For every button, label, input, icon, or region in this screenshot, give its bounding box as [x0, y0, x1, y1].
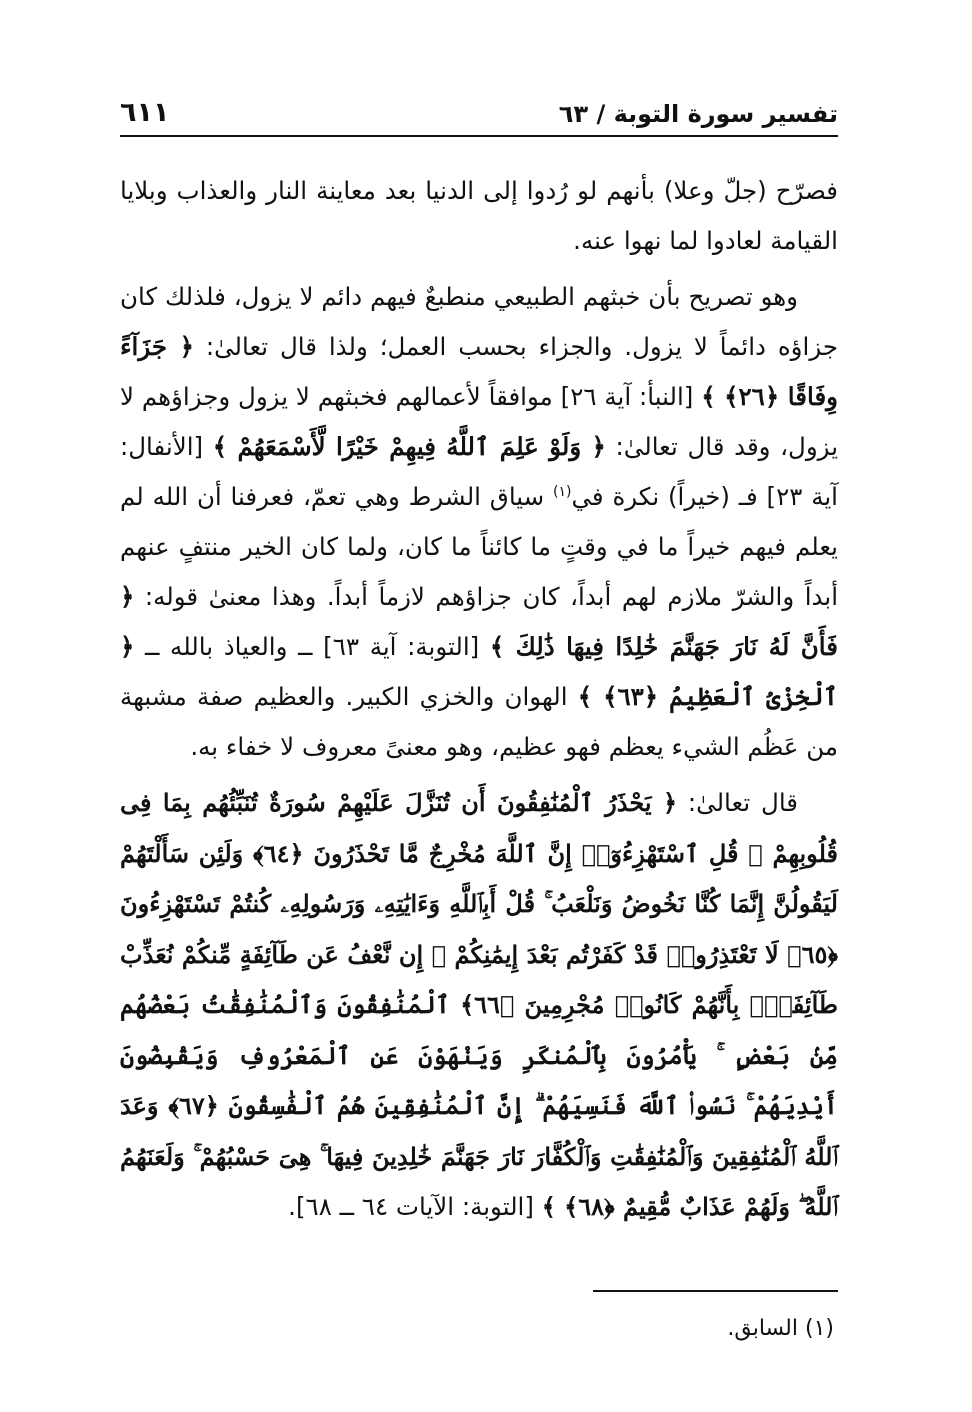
- book-page: [120, 0, 838, 1412]
- paragraph-2-text-1: وهو تصريح بأن خبثهم الطبيعي منطبعٌ فيهم دائم لا يزول، فلذلك كان جزاؤه دائماً لا يزول. والجزاء بحسب العمل؛ ولذا قال تعالىٰ:: [120, 282, 838, 361]
- running-title: تفسير سورة التوبة / ٦٣: [558, 100, 838, 128]
- paragraph-2-text-3: [الأنفال: آية ٢٣] فـ (خيراً) نكرة في: [120, 432, 838, 511]
- paragraph-3-intro: قال تعالىٰ:: [677, 788, 799, 817]
- paragraph-2-text-2: [النبأ: آية ٢٦] موافقاً لأعمالهم فخبثهم لا يزول وجزاؤهم لا يزول، وقد قال تعالىٰ:: [120, 382, 839, 461]
- quran-verse-tawbah-63a: ﴿ فَأَنَّ لَهُ نَارَ جَهَنَّمَ خَٰلِدًا فِيهَا ذَٰلِكَ ﴾: [120, 582, 838, 661]
- paragraph-3-reference: [التوبة: الآيات ٦٤ ــ ٦٨].: [288, 1192, 542, 1221]
- footnote: (١) السابق.: [727, 1316, 834, 1341]
- paragraph-2: [120, 272, 838, 772]
- quran-verses-tawbah-64-68: ﴿ يَحْذَرُ ٱلْمُنَٰفِقُونَ أَن تُنَزَّلَ عَلَيْهِمْ سُورَةٌ تُنَبِّئُهُم بِمَا فِى قُلُوبِهِمْ ۚ قُلِ ٱسْتَهْزِءُوٓا۟ إِنَّ ٱللَّهَ مُخْرِجٌ مَّا تَحْذَرُونَ ﴿٦٤﴾ وَلَئِن سَأَلْتَهُمْ لَيَقُولُنَّ إِنَّمَا كُنَّا نَخُوضُ وَنَلْعَبُ ۚ قُلْ أَبِٱللَّهِ وَءَايَٰتِهِۦ وَرَسُولِهِۦ كُنتُمْ تَسْتَهْزِءُونَ ﴿٦٥﴾ لَا تَعْتَذِرُوا۟ قَدْ كَفَرْتُم بَعْدَ إِيمَٰنِكُمْ ۚ إِن نَّعْفُ عَن طَآئِفَةٍ مِّنكُمْ نُعَذِّبْ طَآئِفَةًۢ بِأَنَّهُمْ كَانُوا۟ مُجْرِمِينَ ﴿٦٦﴾ ٱلْمُنَٰفِقُونَ وَٱلْمُنَٰفِقَٰتُ بَعْضُهُم مِّنۢ بَعْضٍ ۚ يَأْمُرُونَ بِٱلْمُنكَرِ وَيَنْهَوْنَ عَنِ ٱلْمَعْرُوفِ وَيَقْبِضُونَ أَيْدِيَهُمْ ۚ نَسُوا۟ ٱللَّهَ فَنَسِيَهُمْ ۗ إِنَّ ٱلْمُنَٰفِقِينَ هُمُ ٱلْفَٰسِقُونَ ﴿٦٧﴾ وَعَدَ ٱللَّهُ ٱلْمُنَٰفِقِينَ وَٱلْمُنَٰفِقَٰتِ وَٱلْكُفَّارَ نَارَ جَهَنَّمَ خَٰلِدِينَ فِيهَا ۚ هِىَ حَسْبُهُمْ ۚ وَلَعَنَهُمُ ٱللَّهُ ۖ وَلَهُمْ عَذَابٌ مُّقِيمٌ ﴿٦٨﴾ ﴾: [120, 788, 839, 1221]
- paragraph-2-text-6: الهوان والخزي الكبير. والعظيم صفة مشبهة من عَظُم الشيء يعظم فهو عظيم، وهو معنىً معروف لا خفاء به.: [120, 682, 838, 761]
- quran-verse-tawbah-63b: ﴿ ٱلْخِزْىُ ٱلْعَظِيمُ ﴿٦٣﴾ ﴾: [120, 632, 838, 711]
- body-text: [120, 166, 838, 1239]
- header-rule: [120, 135, 838, 137]
- footnote-reference: (١): [553, 483, 572, 500]
- page-number: ٦١١: [120, 97, 170, 128]
- paragraph-3: [120, 778, 838, 1233]
- quran-verse-naba-26: ﴿ جَزَآءً وِفَاقًا ﴿٢٦﴾ ﴾: [120, 332, 838, 411]
- paragraph-2-text-5: [التوبة: آية ٦٣] ــ والعياذ بالله ــ: [134, 632, 490, 661]
- paragraph-2-text-4: سياق الشرط وهي تعمّ، فعرفنا أن الله لم يعلم فيهم خيراً ما في وقتٍ ما كائناً ما كان، ولما كان الخير منتفٍ عنهم أبداً والشرّ ملازم لهم أبداً، كان جزاؤهم لازماً أبداً. وهذا معنىٰ قوله:: [120, 482, 838, 611]
- quran-verse-anfal-23: ﴿ وَلَوْ عَلِمَ ٱللَّهُ فِيهِمْ خَيْرًا لَّأَسْمَعَهُمْ ﴾: [212, 432, 606, 461]
- footnote-rule: [593, 1290, 838, 1292]
- page-header: [120, 88, 838, 128]
- paragraph-1: فصرّح (جلّ وعلا) بأنهم لو رُدوا إلى الدنيا بعد معاينة النار والعذاب وبلايا القيامة لعادوا لما نهوا عنه.: [120, 176, 838, 255]
